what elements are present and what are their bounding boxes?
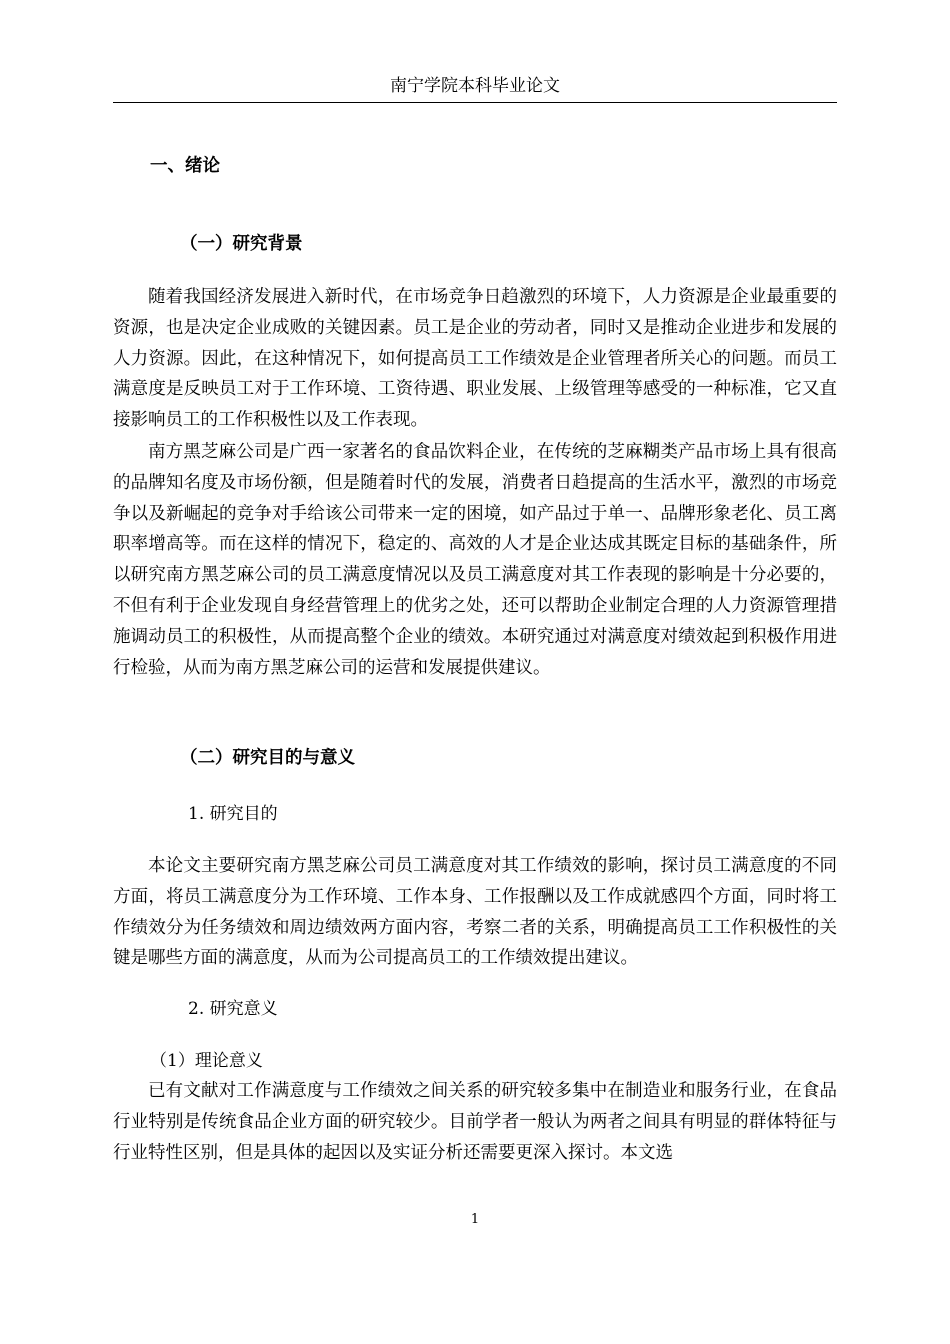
subsubsection-title-theory: （1）理论意义	[150, 1051, 263, 1071]
running-header: 南宁学院本科毕业论文	[390, 76, 560, 96]
section-title-purpose-significance: （二）研究目的与意义	[180, 748, 355, 768]
paragraph-theory: 已有文献对工作满意度与工作绩效之间关系的研究较多集中在制造业和服务行业，在食品行业特别是传统食品企业方面的研究较少。目前学者一般认为两者之间具有明显的群体特征与行业特性区别，但是具体的起因以及实证分析还需要更深入探讨。本文选	[113, 1081, 837, 1163]
subsection-title-purpose: 1. 研究目的	[188, 804, 278, 824]
paragraph-background-1: 随着我国经济发展进入新时代，在市场竞争日趋激烈的环境下，人力资源是企业最重要的资源，也是决定企业成败的关键因素。员工是企业的劳动者，同时又是推动企业进步和发展的人力资源。因此，在这种情况下，如何提高员工工作绩效是企业管理者所关心的问题。而员工满意度是反映员工对于工作环境、工资待遇、职业发展、上级管理等感受的一种标准，它又直接影响员工的工作积极性以及工作表现。	[113, 287, 837, 431]
chapter-title: 一、绪论	[150, 156, 220, 176]
paragraph-purpose: 本论文主要研究南方黑芝麻公司员工满意度对其工作绩效的影响，探讨员工满意度的不同方面，将员工满意度分为工作环境、工作本身、工作报酬以及工作成就感四个方面，同时将工作绩效分为任务绩效和周边绩效两方面内容，考察二者的关系，明确提高员工工作积极性的关键是哪些方面的满意度，从而为公司提高员工的工作绩效提出建议。	[113, 856, 837, 969]
section-title-background: （一）研究背景	[180, 234, 303, 254]
page-number: 1	[470, 1212, 480, 1227]
paragraph-background-2: 南方黑芝麻公司是广西一家著名的食品饮料企业，在传统的芝麻糊类产品市场上具有很高的品牌知名度及市场份额，但是随着时代的发展，消费者日趋提高的生活水平，激烈的市场竞争以及新崛起的竞争对手给该公司带来一定的困境，如产品过于单一、品牌形象老化、员工离职率增高等。而在这样的情况下，稳定的、高效的人才是企业达成其既定目标的基础条件，所以研究南方黑芝麻公司的员工满意度情况以及员工满意度对其工作表现的影响是十分必要的，不但有利于企业发现自身经营管理上的优劣之处，还可以帮助企业制定合理的人力资源管理措施调动员工的积极性，从而提高整个企业的绩效。本研究通过对满意度对绩效起到积极作用进行检验，从而为南方黑芝麻公司的运营和发展提供建议。	[113, 442, 837, 678]
header-rule	[113, 102, 837, 103]
subsection-title-significance: 2. 研究意义	[188, 999, 278, 1019]
